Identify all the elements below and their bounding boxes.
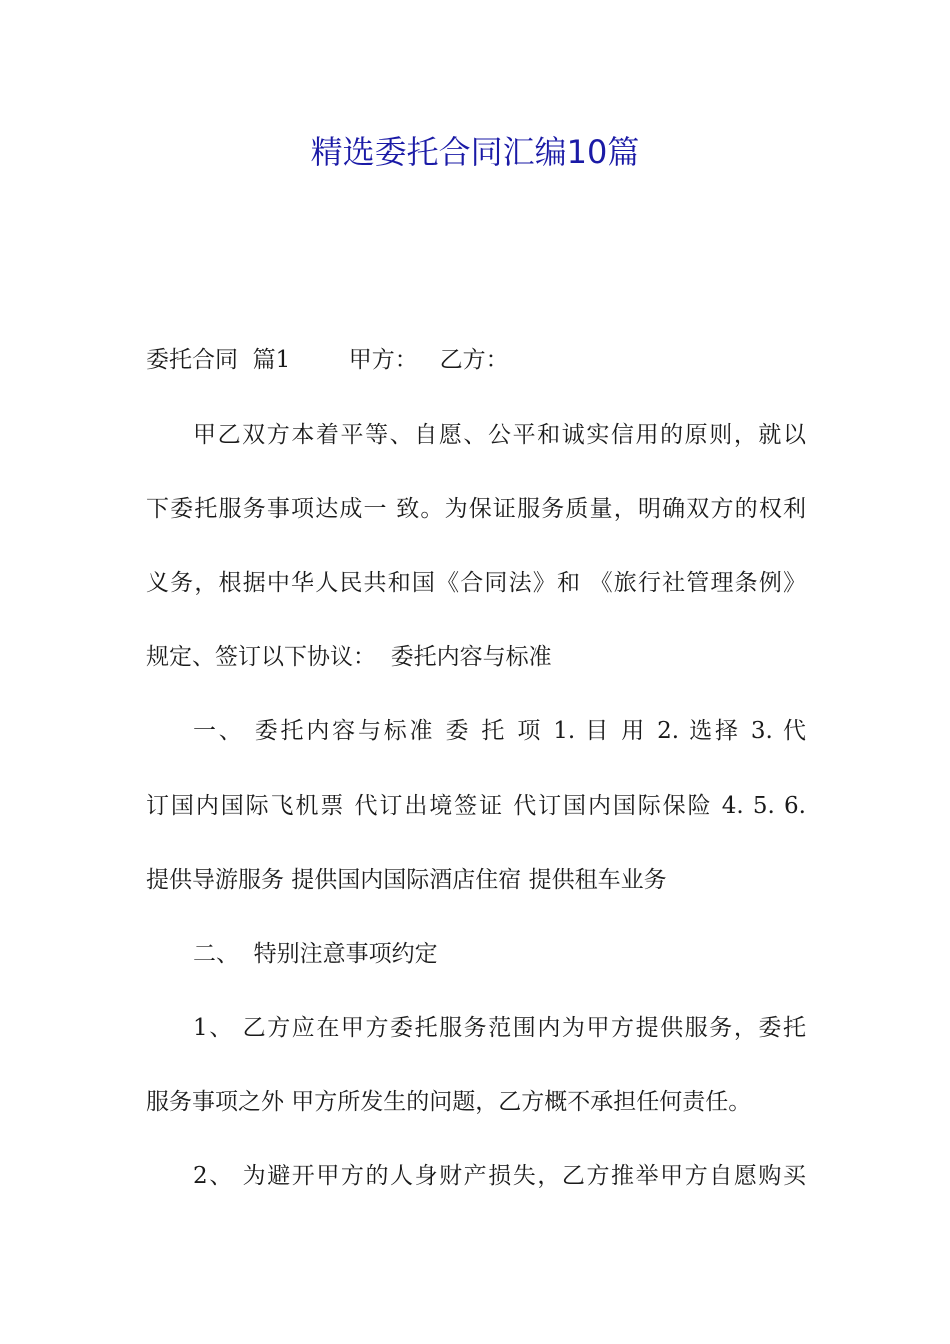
section-one-line: 一、 委托内容与标准 委 托 项 1. 目 用 2. 选择 3. 代 [193,718,806,744]
clause-two-line: 2、 为避开甲方的人身财产损失，乙方推举甲方自愿购买 [193,1163,806,1189]
clause-one-line: 服务事项之外 甲方所发生的问题，乙方概不承担任何责任。 [146,1089,752,1115]
paragraph-line: 甲乙双方本着平等、自愿、公平和诚实信用的原则，就以 [193,422,806,448]
paragraph-line: 下委托服务事项达成一 致。为保证服务质量，明确双方的权利 [146,496,806,522]
section-two-heading: 二、 特别注意事项约定 [193,941,438,967]
section-one-line: 订国内国际飞机票 代订出境签证 代订国内国际保险 4. 5. 6. [146,793,806,819]
document-title: 精选委托合同汇编10篇 [310,133,640,171]
contract-header-line: 委托合同 篇1 甲方： 乙方： [146,347,509,373]
paragraph-line: 规定、签订以下协议： 委托内容与标准 [146,644,552,670]
clause-one-line: 1、 乙方应在甲方委托服务范围内为甲方提供服务，委托 [193,1015,806,1041]
section-one-line: 提供导游服务 提供国内国际酒店住宿 提供租车业务 [146,867,667,893]
paragraph-line: 义务，根据中华人民共和国《合同法》和 《旅行社管理条例》 [146,570,806,596]
